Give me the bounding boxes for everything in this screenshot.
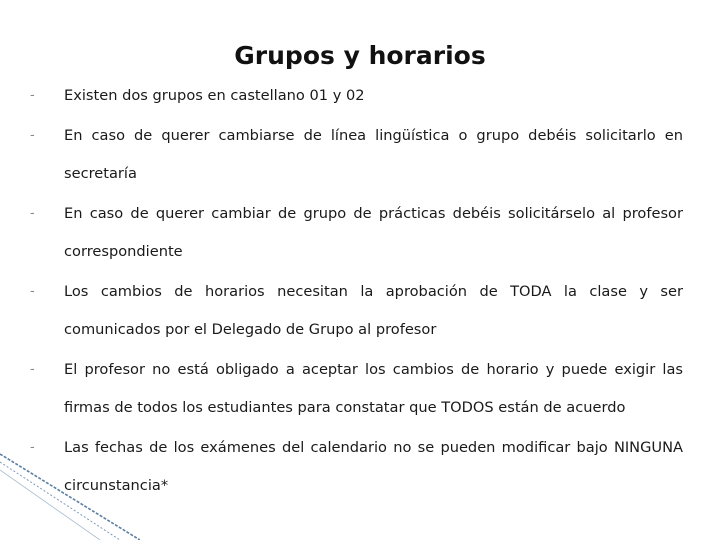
decorative-line [0,470,100,540]
bullet-item [0,77,720,115]
bullet-marker: - [30,284,35,299]
decorative-lines [0,440,140,540]
decorative-line [0,462,120,540]
bullet-marker: - [30,128,35,143]
bullet-item [0,351,720,427]
decorative-line [0,454,140,540]
bullet-text: Las fechas de los exámenes del calendario no se pueden modificar bajo NINGUNA circunstancia* [64,439,683,494]
bullet-text: En caso de querer cambiar de grupo de prácticas debéis solicitárselo al profesor correspondiente [64,205,683,260]
bullet-marker: - [30,440,35,455]
bullet-text: En caso de querer cambiarse de línea lingüística o grupo debéis solicitarlo en secretaría [64,127,683,182]
slide-title: Grupos y horarios [234,40,486,70]
bullet-text: Los cambios de horarios necesitan la aprobación de TODA la clase y ser comunicados por el Delegado de Grupo al profesor [64,283,683,338]
bullet-item [0,273,720,349]
bullet-marker: - [30,88,35,103]
bullet-item [0,195,720,271]
bullet-text: El profesor no está obligado a aceptar los cambios de horario y puede exigir las firmas de todos los estudiantes para constatar que TODOS están de acuerdo [64,361,683,416]
bullet-marker: - [30,362,35,377]
bullet-item [0,117,720,193]
bullet-marker: - [30,206,35,221]
bullet-text: Existen dos grupos en castellano 01 y 02 [64,87,365,104]
